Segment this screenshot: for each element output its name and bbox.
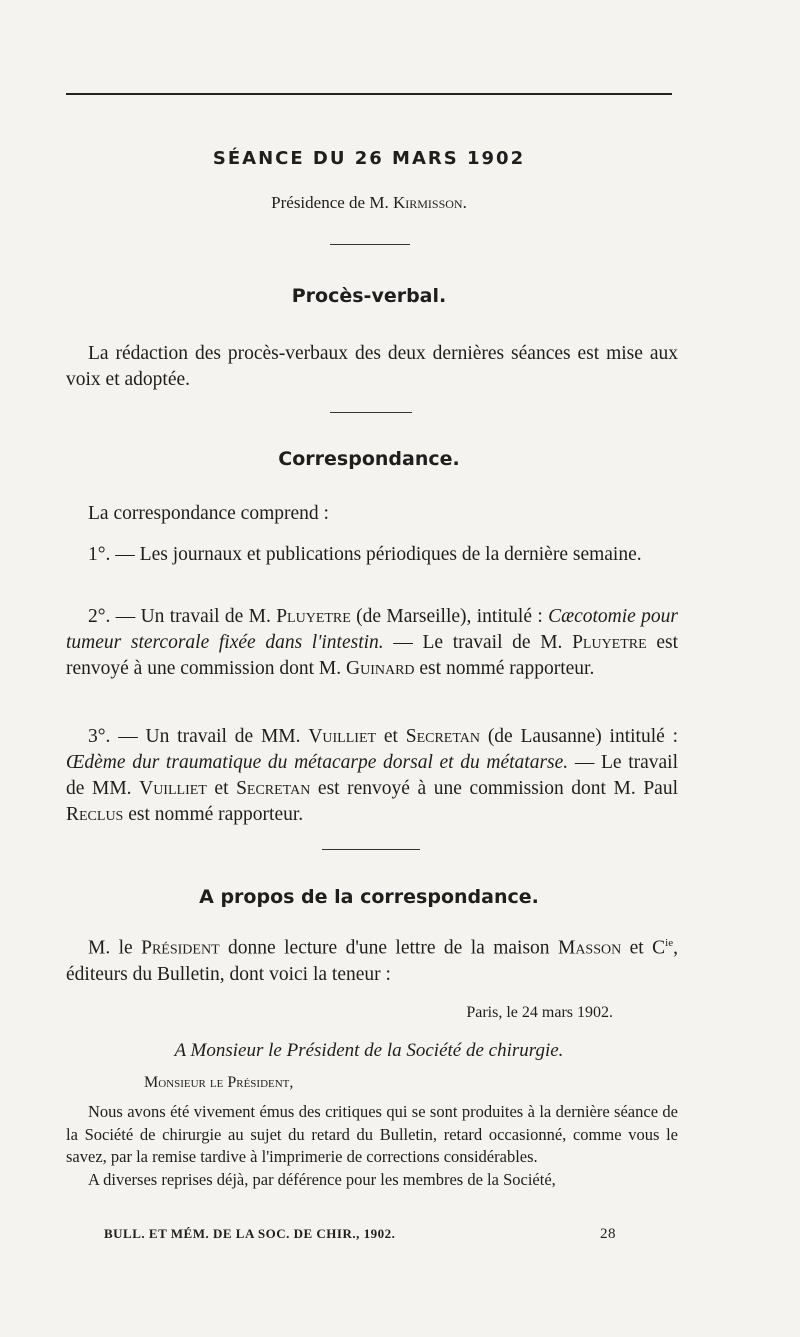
page-number: 28 xyxy=(600,1226,616,1242)
separator-rule xyxy=(330,244,410,245)
correspondance-heading: Correspondance. xyxy=(278,448,460,470)
intro-part: , éditeurs du Bulletin, dont voici la teneur : xyxy=(66,937,678,985)
item-3-part: et xyxy=(206,778,237,799)
superscript: ie xyxy=(665,937,674,949)
correspondance-item-1 xyxy=(66,542,678,568)
item-2-part: (de Marseille), intitulé : xyxy=(350,606,549,627)
author-name: Secretan xyxy=(236,778,311,799)
intro-part: donne lecture d'une lettre de la maison xyxy=(219,937,558,959)
separator-rule xyxy=(322,849,420,850)
item-3-part: — Le travail de MM. xyxy=(66,752,678,799)
item-3-text xyxy=(66,724,678,828)
intro-part: M. le xyxy=(88,937,142,959)
letter-addressee: A Monsieur le Président de la Société de chirurgie. xyxy=(174,1040,564,1061)
letter-date: Paris, le 24 mars 1902. xyxy=(466,1004,613,1021)
work-title: Cæcotomie pour tumeur stercorale fixée dans l'intestin. xyxy=(66,606,678,653)
salutation-text: Monsieur le Président, xyxy=(144,1074,294,1091)
correspondance-item-2 xyxy=(66,604,678,682)
top-rule xyxy=(66,93,672,95)
journal-reference: BULL. ET MÉM. DE LA SOC. DE CHIR., 1902. xyxy=(104,1226,396,1241)
letter-salutation xyxy=(66,1072,678,1095)
intro-part: et C xyxy=(621,937,666,959)
item-3-part: est renvoyé à une commission dont M. Paul xyxy=(310,778,678,799)
seance-title: SÉANCE DU 26 MARS 1902 xyxy=(212,148,526,169)
a-propos-heading: A propos de la correspondance. xyxy=(199,886,539,908)
president-name: Kirmisson xyxy=(392,193,463,212)
presidence-prefix: Présidence de M. xyxy=(271,193,393,212)
item-2-part: 2°. — Un travail de M. xyxy=(88,606,277,627)
rapporteur-name: Reclus xyxy=(66,804,124,825)
item-1-text: 1°. — Les journaux et publications périodiques de la dernière semaine. xyxy=(88,544,642,565)
item-2-text xyxy=(66,604,678,682)
author-name: Pluyetre xyxy=(276,606,351,627)
letter-body xyxy=(66,1101,678,1191)
item-3-part: 3°. — Un travail de MM. xyxy=(88,726,309,747)
separator-rule xyxy=(330,412,412,413)
item-3-part: est nommé rapporteur. xyxy=(123,804,304,825)
page-footer xyxy=(104,1226,616,1242)
author-name: Vuilliet xyxy=(139,778,207,799)
proces-verbal-heading: Procès-verbal. xyxy=(291,285,447,307)
item-3-part: et xyxy=(376,726,406,747)
item-3-part: (de Lausanne) intitulé : xyxy=(480,726,678,747)
work-title: Œdème dur traumatique du métacarpe dorsal et du métatarse. xyxy=(66,752,569,773)
correspondance-intro xyxy=(66,501,678,527)
a-propos-intro xyxy=(66,930,678,988)
correspondance-intro-text: La correspondance comprend : xyxy=(88,503,329,524)
letter-paragraph-1: Nous avons été vivement émus des critiques qui se sont produites à la dernière séance de la Société de chirurgie au sujet du retard du Bulletin, retard occasionné, comme vous le savez, par la remise tardive à l'imprimerie de corrections considérables. xyxy=(66,1102,678,1166)
author-name: Vuilliet xyxy=(308,726,377,747)
rapporteur-name: Guinard xyxy=(346,658,415,679)
item-2-part: — Le travail de M. xyxy=(383,632,573,653)
proces-verbal-paragraph: La rédaction des procès-verbaux des deux dernières séances est mise aux voix et adoptée. xyxy=(66,343,678,390)
presidence-suffix: . xyxy=(462,193,467,212)
item-2-part: est renvoyé à une commission dont M. xyxy=(66,632,678,679)
author-name: Pluyetre xyxy=(572,632,647,653)
publisher-name: Masson xyxy=(557,937,622,959)
a-propos-intro-text xyxy=(66,930,678,988)
correspondance-item-3 xyxy=(66,724,678,828)
proces-verbal-text xyxy=(66,341,678,393)
letter-paragraph-2: A diverses reprises déjà, par déférence pour les membres de la Société, xyxy=(88,1169,556,1189)
item-2-part: est nommé rapporteur. xyxy=(414,658,595,679)
president-title: Président xyxy=(141,937,220,959)
author-name: Secretan xyxy=(405,726,481,747)
presidence-line xyxy=(66,193,672,213)
